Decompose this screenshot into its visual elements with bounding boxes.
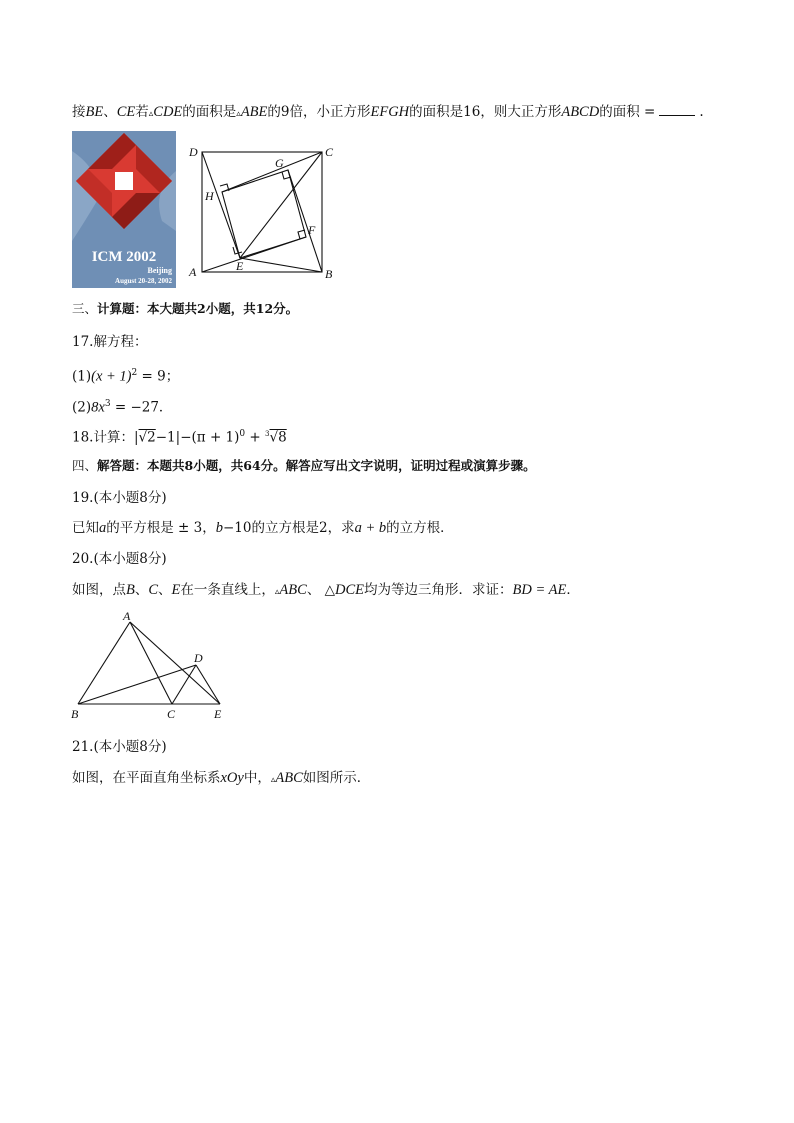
text: 在一条直线上， [180,582,275,598]
label-e: E [214,707,222,721]
text: 分。解答应写出文字说明，证明过程或演算步骤。 [260,458,536,473]
label-c: C [325,145,334,159]
expression: = −27． [110,399,173,416]
expression: −1|−(π + 1) [155,429,240,446]
triangle-dce: DCE [335,582,364,598]
square-abcd: ABCD [561,104,600,120]
triangle-abc: ABC [279,582,307,598]
segment-ce: CE [116,104,136,120]
points: 64 [243,458,261,473]
label-b: B [325,267,333,281]
label-c: C [167,707,176,721]
question-17-title: 17.解方程： [72,334,148,350]
text: 的面积是16，则大正方形 [409,104,562,120]
point-e: E [171,582,181,598]
text: 如图所示． [302,770,371,786]
square-diagram [186,140,346,285]
section-4-heading [72,457,536,475]
side-ba [78,622,130,704]
label-e: E [236,259,244,273]
text: ． [566,582,580,598]
segment-bd [78,665,196,704]
text: 如图，点 [72,582,126,598]
question-count: 8 [184,458,194,473]
triangle-abe: ABE [240,104,268,120]
text: 的立方根． [386,520,454,536]
question-20-title: 20.(本小题8分) [72,551,167,567]
text: 均为等边三角形．求证： [364,582,513,598]
variable-b: b [215,520,223,536]
question-21-title: 21.(本小题8分) [72,739,167,755]
icm-2002-logo [72,131,176,288]
text: . [699,104,704,120]
text: 如图，在平面直角坐标系 [72,770,221,786]
root-index: 3 [265,430,270,438]
coordinate-system: xOy [220,770,244,786]
expression: = 9； [137,368,180,385]
text: 计算题：本大题共 [97,301,198,316]
equation: BD = AE [512,582,567,598]
question-21-body [72,769,370,789]
outer-square-abcd [202,152,322,272]
part-label: (2) [72,399,92,416]
question-title: 18.计算： [72,429,134,446]
question-17-part-2 [72,395,172,417]
triangle-symbol: ▵ [148,109,154,119]
label-d: D [189,145,198,159]
text: 的面积 = [599,104,656,120]
icm-logo-graphic [72,131,176,288]
question-17-part-1 [72,364,179,386]
points: 12 [255,301,274,316]
cube-root-8: √8 [269,429,287,446]
label-d: D [194,651,203,665]
text: 的9倍，小正方形 [267,104,371,120]
triangle-diagram [68,610,238,725]
square-efgh: EFGH [370,104,410,120]
label-f: F [308,223,316,237]
label-g: G [275,156,284,170]
line-eb [240,258,322,272]
text: 、 [306,582,325,598]
expression: (x + 1) [91,368,132,385]
text: 、 [158,582,172,598]
answer-blank[interactable] [659,103,695,116]
question-19-title: 19.(本小题8分) [72,490,167,506]
expression: a + b [354,520,387,536]
segment-be: BE [85,104,104,120]
logo-city: Beijing [147,266,172,275]
triangle-symbol: ▵ [270,775,276,785]
expression: | [133,429,139,446]
question-16-text [72,103,704,123]
label-a: A [123,610,131,623]
label-b: B [71,707,79,721]
inner-square-efgh [222,170,306,258]
sqrt-2: √2 [138,429,156,446]
text: 分。 [273,301,299,316]
side-de [196,665,220,704]
exponent: 0 [239,429,246,439]
question-20-body [72,581,580,601]
expression: 8x [91,399,105,416]
triangle-symbol: ▵ [274,587,280,597]
triangle-symbol: △ [324,582,335,598]
exponent: 2 [131,368,138,378]
text: 接 [72,104,86,120]
label-h: H [205,189,214,203]
text: −10的立方根是2，求 [222,520,355,536]
text: 、 [134,582,149,598]
section-number: 三、 [72,301,98,316]
text: 、 [103,104,117,120]
text: 的面积是 [182,104,237,120]
triangle-diagram-svg [68,610,238,725]
side-ac [130,622,172,704]
part-label: (1) [72,368,92,385]
triangle-symbol: ▵ [236,109,241,119]
line-de [202,152,240,258]
question-count: 2 [197,301,206,316]
segment-ae [130,622,220,704]
point-b: B [126,582,135,598]
question-19-body [72,519,454,537]
triangle-cde: CDE [153,104,183,120]
point-c: C [148,582,159,598]
logo-dates: August 20-28, 2002 [115,277,172,285]
text: 若 [135,104,149,120]
text: 中， [243,770,271,786]
line-bg [288,170,322,272]
text: 小题，共 [193,458,244,473]
text: 的平方根是 ± 3， [106,520,216,536]
section-number: 四、 [72,458,98,473]
text: 已知 [72,520,99,536]
variable-a: a [99,520,107,536]
exponent: 3 [104,399,111,409]
label-a: A [189,265,197,279]
expression: + [245,429,266,446]
question-18 [72,425,287,447]
section-3-heading [72,300,298,318]
text: 解答题：本题共 [97,458,185,473]
square-diagram-svg [186,140,346,285]
text: 小题，共 [205,301,256,316]
triangle-abc: ABC [275,770,303,786]
logo-title: ICM 2002 [91,249,157,265]
